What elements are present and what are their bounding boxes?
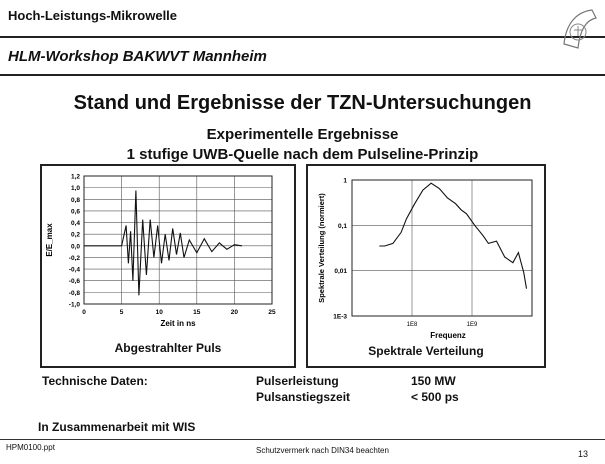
x-tick-label: 10 [155,309,163,316]
x-tick-label: 0 [82,309,86,316]
slide-title: Stand und Ergebnisse der TZN-Untersuchungen [73,92,532,114]
y-tick-label: 0,1 [337,222,347,230]
y-tick-label: 0,8 [70,196,80,204]
plot-frame [352,180,532,316]
tech-data-label: Technische Daten: [42,374,148,388]
footer-divider [0,439,605,440]
y-tick-label: 1,0 [70,185,80,193]
y-tick-label: -0,6 [68,278,80,286]
header-subtitle: HLM-Workshop BAKWVT Mannheim [8,48,267,65]
y-tick-label: 1E-3 [333,313,347,321]
tech-risetime-label: Pulsanstiegszeit [256,390,351,404]
x-tick-label: 5 [119,309,124,316]
spectrum-chart-title: Spektrale Verteilung [368,344,484,358]
pulse-chart-panel [40,164,296,368]
header-divider-bottom [0,74,605,76]
x-tick-label: 1E8 [406,322,418,328]
header-title: Hoch-Leistungs-Mikrowelle [8,8,178,23]
y-tick-label: -0,4 [68,266,80,274]
spectrum-chart [308,166,544,344]
y-axis-label: Spektrale Verteilung (normiert) [317,193,326,303]
y-tick-label: 0,2 [70,231,80,239]
y-tick-label: 1,2 [70,173,80,181]
slide-subtitle-2: 1 stufige UWB-Quelle nach dem Pulseline-Prinzip [126,146,479,163]
footer-page-number: 13 [578,449,589,459]
x-axis-label: Frequenz [430,331,466,340]
spectrum-series-line [379,183,526,289]
x-tick-label: 20 [230,309,239,316]
header-divider-top [0,36,605,38]
tech-risetime-value: < 500 ps [411,390,459,404]
pulse-chart-title: Abgestrahlter Puls [114,341,222,355]
y-tick-label: 0,6 [70,208,80,216]
y-tick-label: 0,01 [334,268,347,276]
y-tick-label: 1 [343,177,347,185]
tech-power-value: 150 MW [411,374,456,388]
y-tick-label: -1,0 [68,301,80,309]
x-tick-label: 15 [193,309,201,316]
spectrum-chart-panel [306,164,546,368]
y-tick-label: -0,2 [68,254,80,262]
footer-filename: HPM0100.ppt [6,443,55,452]
pulse-chart [42,166,294,342]
y-tick-label: 0,0 [70,243,80,251]
footer-notice: Schutzvermerk nach DIN34 beachten [256,446,389,455]
tech-power-label: Pulserleistung [256,374,339,388]
slide-subtitle: Experimentelle Ergebnisse [206,126,399,143]
x-tick-label: 1E9 [466,322,478,328]
plot-frame [84,176,272,304]
y-tick-label: -0,8 [68,289,80,297]
y-tick-label: 0,4 [70,220,80,228]
y-axis-label: E/E_max [45,223,54,257]
x-axis-label: Zeit in ns [160,319,196,328]
collaboration-note: In Zusammenarbeit mit WIS [38,420,196,434]
x-tick-label: 25 [268,309,276,316]
corner-logo-icon [556,4,600,56]
pulse-series-line [84,191,242,296]
